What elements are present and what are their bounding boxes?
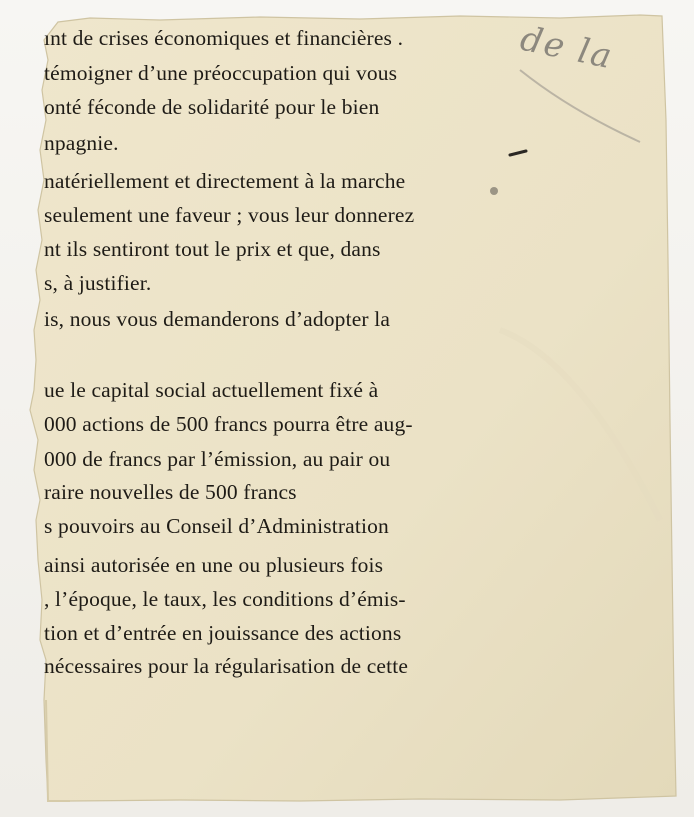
text-line: 000 actions de 500 francs pourra être aug- — [44, 412, 413, 436]
text-line: nécessaires pour la régularisation de cette — [44, 654, 409, 678]
text-line: ainsi autorisée en une ou plusieurs fois — [44, 553, 384, 577]
text-line: s, à justifier. — [44, 271, 152, 295]
text-line: s pouvoirs au Conseil d’Administration — [44, 514, 389, 538]
text-line: natériellement et directement à la marche — [44, 169, 406, 193]
text-line: , l’époque, le taux, les conditions d’émis- — [44, 587, 406, 611]
text-line: onté féconde de solidarité pour le bien — [44, 95, 380, 119]
text-line: ue le capital social actuellement fixé à — [44, 378, 379, 402]
text-line: npagnie. — [44, 131, 119, 155]
text-line: ınt de crises économiques et financières . — [44, 26, 404, 50]
text-line: nt ils sentiront tout le prix et que, dans — [44, 237, 381, 261]
text-line: is, nous vous demanderons d’adopter la — [44, 307, 391, 331]
text-line: raire nouvelles de 500 francs — [44, 480, 297, 504]
text-line: témoigner d’une préoccupation qui vous — [44, 61, 398, 85]
margin-note-pencil: de la — [516, 18, 617, 78]
text-line: 000 de francs par l’émission, au pair ou — [44, 447, 391, 471]
text-line: seulement une faveur ; vous leur donnerez — [44, 203, 415, 227]
text-line: tion et d’entrée en jouissance des actions — [44, 621, 402, 645]
